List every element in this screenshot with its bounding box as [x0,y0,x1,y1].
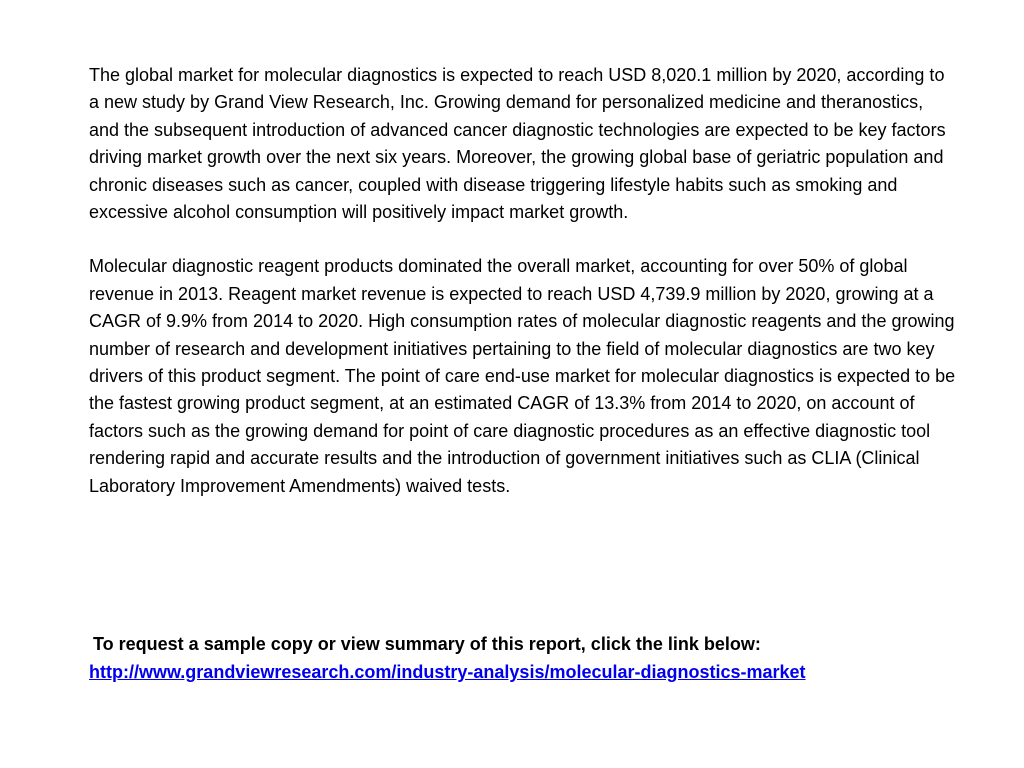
paragraph-reagent-products: Molecular diagnostic reagent products dominated the overall market, accounting for over 50% of global revenue in 2013. Reagent market revenue is expected to reach USD 4,739.9 million by 2020, growing at a CAGR of 9.9% from 2014 to 2020. High consumption rates of molecular diagnostic reagents and the growing number of research and development initiatives pertaining to the field of molecular diagnostics are two key drivers of this product segment. The point of care end-use market for molecular diagnostics is expected to be the fastest growing product segment, at an estimated CAGR of 13.3% from 2014 to 2020, on account of factors such as the growing demand for point of care diagnostic procedures as an effective diagnostic tool rendering rapid and accurate results and the introduction of government initiatives such as CLIA (Clinical Laboratory Improvement Amendments) waived tests. [89,256,956,496]
cta-section [89,630,957,686]
body-text [89,62,957,527]
paragraph-market-overview: The global market for molecular diagnostics is expected to reach USD 8,020.1 million by 2020, according to a new study by Grand View Research, Inc. Growing demand for personalized medicine and theranostics, and the subsequent introduction of advanced cancer diagnostic technologies are expected to be key factors driving market growth over the next six years. Moreover, the growing global base of geriatric population and chronic diseases such as cancer, coupled with disease triggering lifestyle habits such as smoking and excessive alcohol consumption will positively impact market growth. [89,65,946,223]
report-link[interactable]: http://www.grandviewresearch.com/industry-analysis/molecular-diagnostics-market [89,662,806,682]
cta-text: To request a sample copy or view summary of this report, click the link below: [93,634,761,654]
